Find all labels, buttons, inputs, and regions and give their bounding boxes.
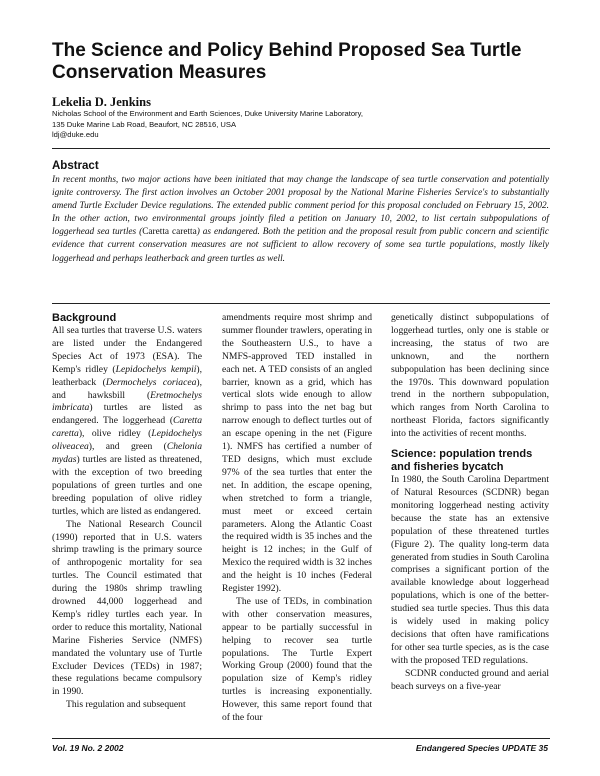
author-affiliation	[52, 109, 552, 141]
footer-journal-page: Endangered Species UPDATE 35	[415, 743, 548, 753]
body-column-3	[391, 312, 549, 693]
affiliation-line: Nicholas School of the Environment and Earth Sciences, Duke University Marine Laboratory,	[52, 109, 363, 118]
abstract-heading: Abstract	[52, 160, 99, 172]
affiliation-address: 135 Duke Marine Lab Road, Beaufort, NC 28516, USA	[52, 119, 237, 129]
section-heading-background: Background	[52, 312, 117, 324]
body-paragraph: The use of TEDs, in combination with other conservation measures, appear to be partially successful in helping to recover sea turtle populations. The Turtle Expert Working Group (2000) found that the population size of Kemp's ridley turtles is increasing exponentially. However, this same report found that of the four	[222, 595, 372, 724]
body-paragraph: This regulation and subsequent	[66, 699, 186, 711]
author-name: Lekelia D. Jenkins	[52, 95, 151, 109]
species-name: Caretta caretta	[142, 227, 197, 238]
body-column-1	[52, 312, 202, 712]
abstract-text: In recent months, two major actions have been initiated that may change the landscape of sea turtle conservation and potentially ignite controversy. The first action involves an October 2001 proposal by the National Marine Fisheries Service's to substantially amend Turtle Excluder Device regulations. The extended public comment period for this proposal concluded on February 15, 2002. In the other action, two environmental groups jointly filed a petition on January 10, 2002, to list certain subpopulations of loggerhead sea turtles (Caretta caretta) as endangered. Both the petition and the proposal result from public concern and scientific evidence that current conservation measures are not sufficient to allow recovery of some sea turtle populations, mostly likely loggerhead and perhaps leatherback and green turtles as well.	[52, 175, 550, 264]
top-divider	[52, 148, 550, 149]
body-paragraph: SCDNR conducted ground and aerial beach surveys on a five-year	[391, 667, 549, 692]
abstract-divider	[52, 303, 550, 304]
body-paragraph: amendments require most shrimp and summer flounder trawlers, operating in the Southeastern U.S., to have a NMFS-approved TED installed in each net. A TED consists of an angled barrier, known as a grid, which has vertical slots wide enough to allow shrimp to pass into the net bag but narrow enough to deflect turtles out of an escape opening in the net (Figure 1). NMFS has certified a number of TED designs, which must exclude 97% of the sea turtles that enter the net. In addition, the escape opening, when stretched to form a triangle, must meet or exceed certain parameters. Along the Atlantic Coast the required width is 35 inches and the height is 12 inches; in the Gulf of Mexico the required width is 32 inches and the height is 10 inches (Federal Register 1992).	[222, 312, 372, 595]
footer-volume: Vol. 19 No. 2 2002	[52, 743, 124, 753]
author-email: ldj@duke.edu	[52, 130, 99, 139]
footer-divider	[52, 738, 550, 739]
body-column-2	[222, 312, 372, 725]
body-paragraph: The National Research Council (1990) reported that in U.S. waters shrimp trawling is the primary source of anthropogenic mortality for sea turtles. The Council estimated that during the 1980s shrimp trawling drowned 44,000 loggerhead and Kemp's ridley turtles each year. In order to reduce this mortality, National Marine Fisheries Service (NMFS) mandated the voluntary use of Turtle Excluder Devices (TEDs) in 1987; these regulations became compulsory in 1990.	[52, 518, 202, 698]
section-heading-science: Science: population trends and fisheries bycatch	[391, 448, 533, 474]
body-paragraph: genetically distinct subpopulations of loggerhead turtles, only one is stable or increasing, the status of two are unknown, and the northern subpopulation has been declining since the 1970s. This downward population trend in the northern subpopulation, which ranges from North Carolina to northeast Florida, factors significantly into the activities of recent months.	[391, 312, 549, 440]
article-title: The Science and Policy Behind Proposed Sea Turtle Conservation Measures	[52, 40, 522, 83]
body-paragraph: In 1980, the South Carolina Department of Natural Resources (SCDNR) began monitoring loggerhead nesting activity because the state has an extensive population of these threatened turtles (Figure 2). The quality long-term data generated from studies in South Carolina comprises a significant portion of the available knowledge about loggerhead populations, which is one of the better-studied sea turtle species. Thus this data is widely used in making policy decisions that often have ramifications for other sea turtle species, as is the case with the proposed TED regulations.	[391, 474, 549, 666]
body-paragraph: All sea turtles that traverse U.S. waters are listed under the Endangered Species Act of 1973 (ESA). The Kemp's ridley (Lepidochelys kempii), leatherback (Dermochelys coriacea), and hawksbill (Eretmochelys imbricata) turtles are listed as endangered. The loggerhead (Caretta caretta), olive ridley (Lepidochelys oliveacea), and green (Chelonia mydas) turtles are listed as threatened, with the exception of two breeding populations of green turtles and one breeding population of olive ridley turtles, which are listed as endangered.	[52, 325, 203, 517]
